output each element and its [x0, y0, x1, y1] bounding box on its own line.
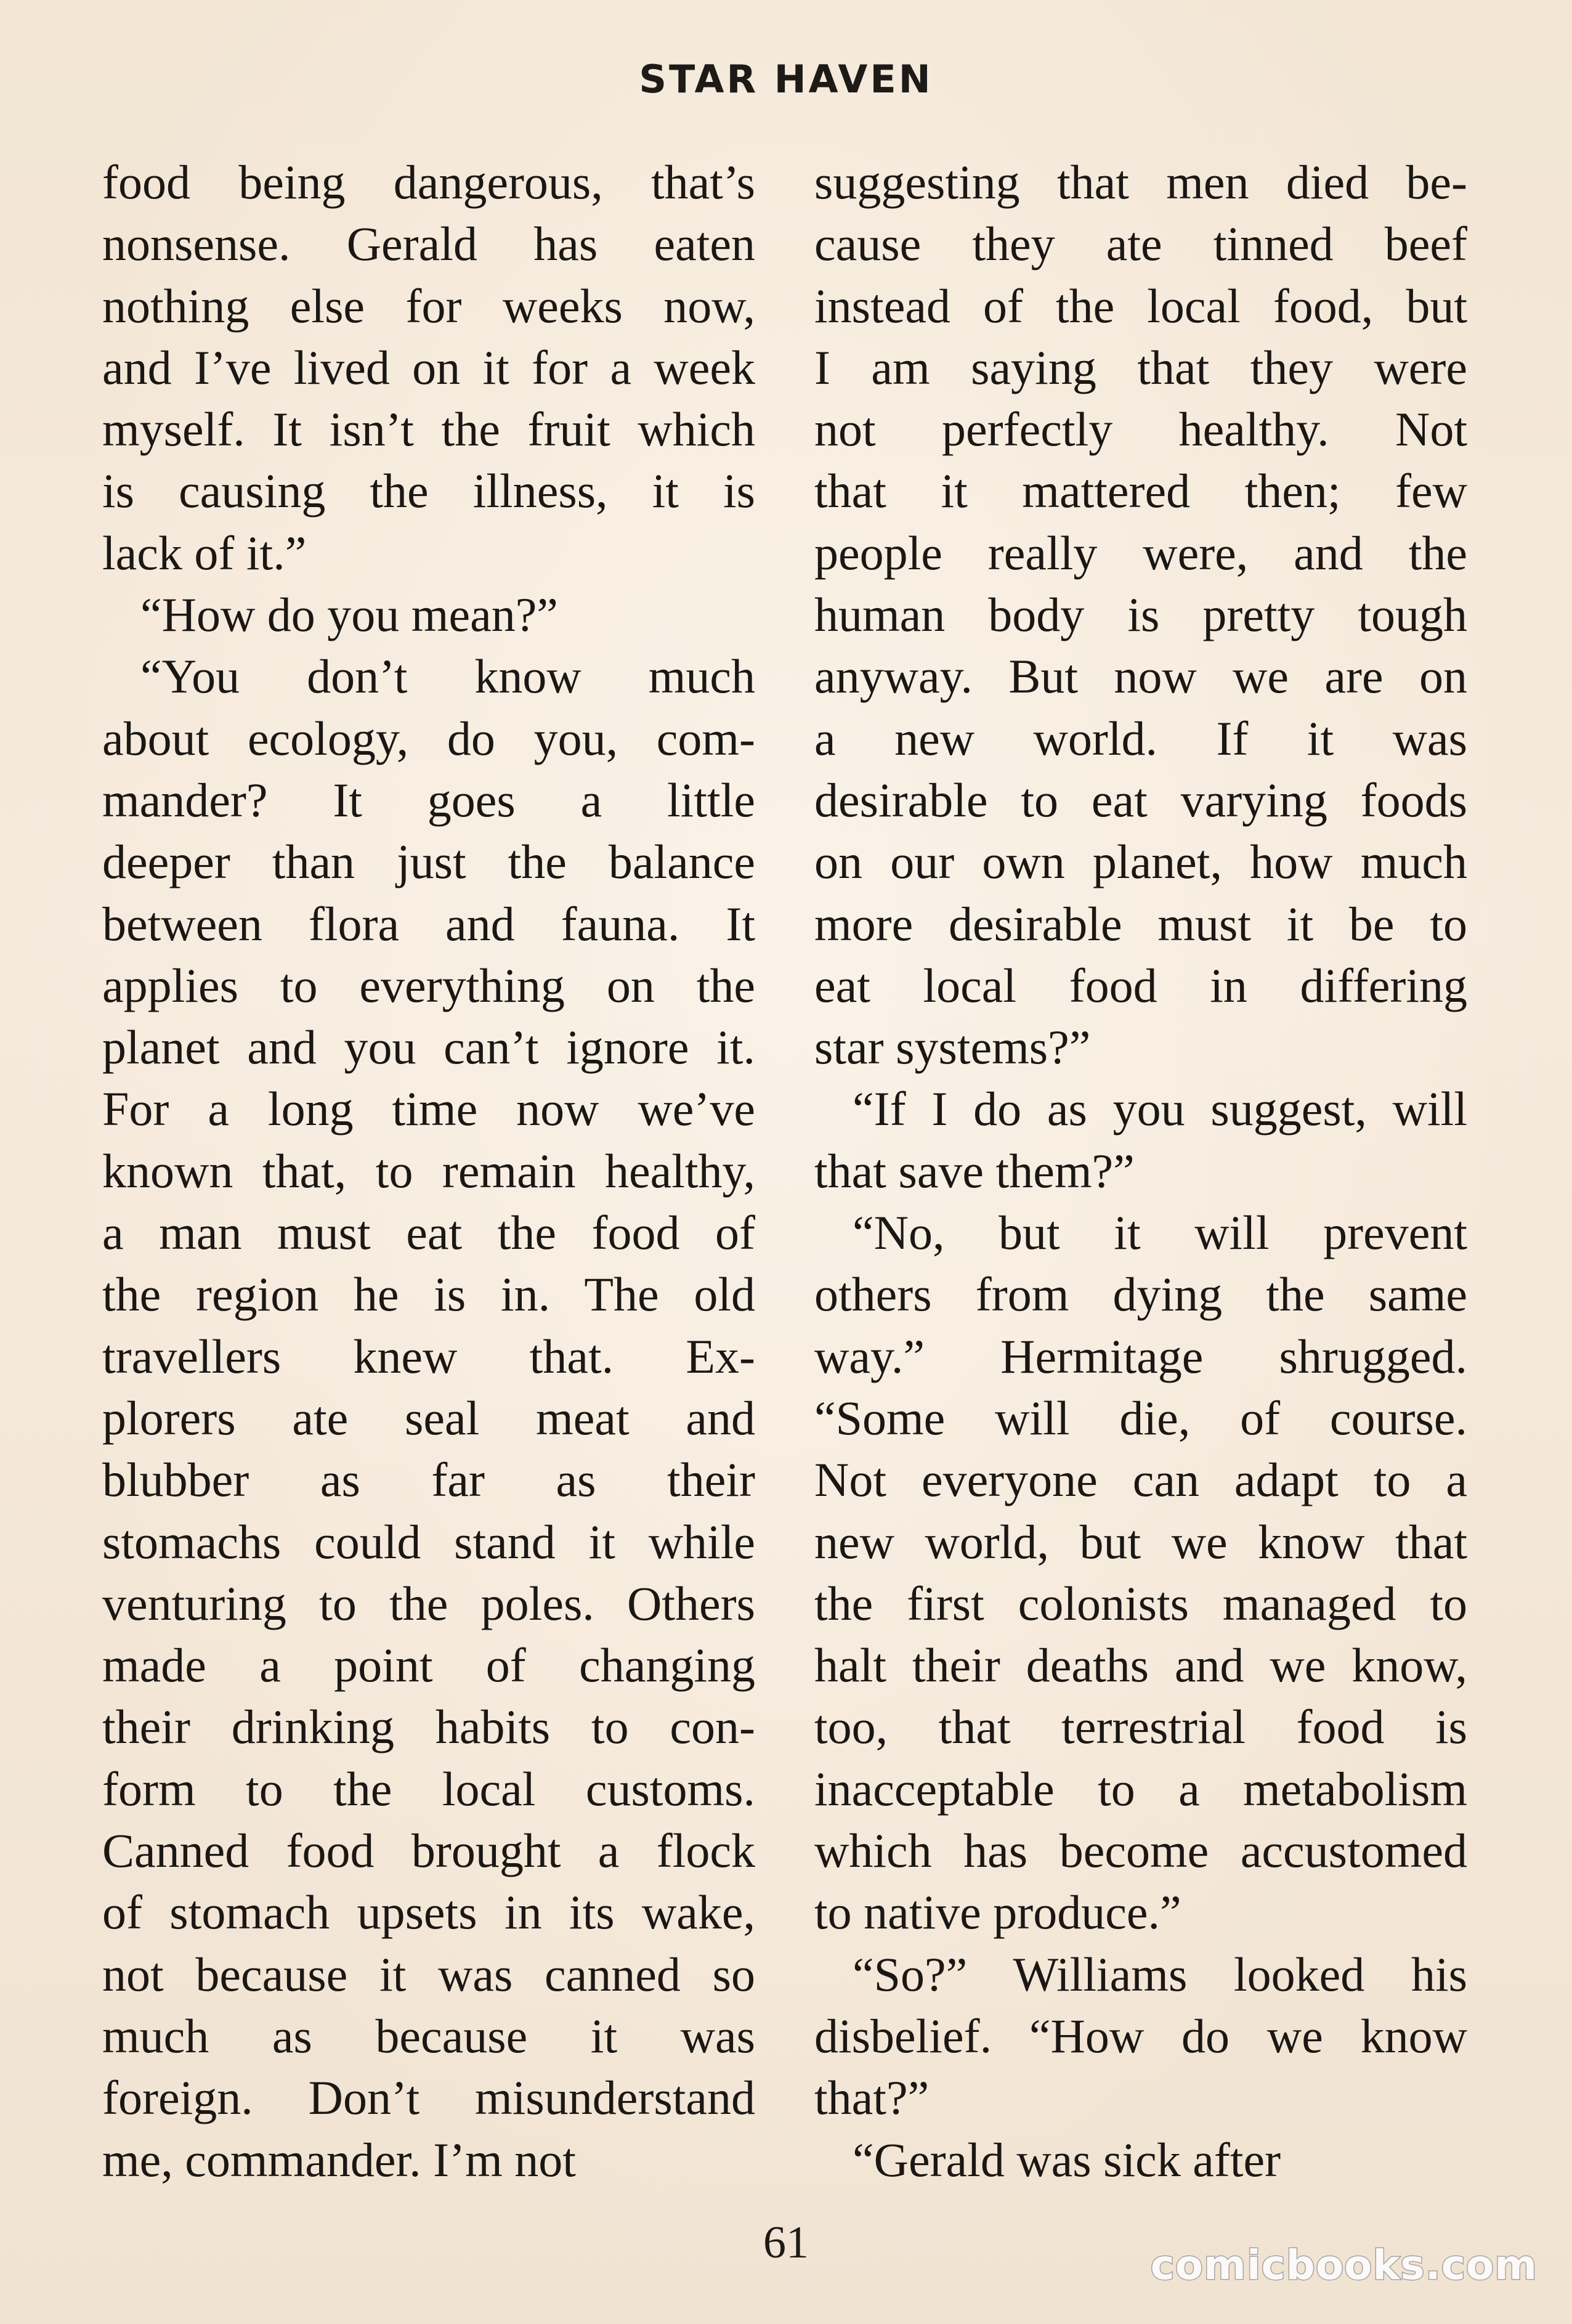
text-line: blubber as far as their: [102, 1453, 755, 1507]
paragraph: [814, 152, 1467, 1078]
text-line: not perfectly healthy. Not: [814, 402, 1467, 457]
text-line: desirable to eat varying foods: [814, 773, 1467, 827]
text-line: “Some will die, of course.: [814, 1391, 1467, 1445]
text-line: nothing else for weeks now,: [102, 278, 755, 333]
text-line: a man must eat the food of: [102, 1206, 755, 1260]
text-line: a new world. If it was: [814, 711, 1467, 765]
text-line: cause they ate tinned beef: [814, 217, 1467, 271]
text-line: plorers ate seal meat and: [102, 1391, 755, 1445]
text-line: on our own planet, how much: [814, 835, 1467, 889]
text-line: applies to everything on the: [102, 958, 755, 1012]
text-line: about ecology, do you, com-: [102, 711, 755, 765]
right-text-column: [814, 152, 1467, 2191]
paragraph: [814, 1078, 1467, 1202]
text-line: “You don’t know much: [140, 649, 755, 704]
text-line: I am saying that they were: [814, 340, 1467, 394]
text-line: halt their deaths and we know,: [814, 1638, 1467, 1692]
text-line: “How do you mean?”: [140, 588, 558, 642]
text-line: their drinking habits to con-: [102, 1700, 755, 1754]
text-line: myself. It isn’t the fruit which: [102, 402, 755, 457]
text-line: instead of the local food, but: [814, 278, 1467, 333]
text-line: travellers knew that. Ex-: [102, 1329, 755, 1383]
text-line: too, that terrestrial food is: [814, 1700, 1467, 1754]
text-line: stomachs could stand it while: [102, 1514, 755, 1569]
text-line: the first colonists managed to: [814, 1576, 1467, 1630]
text-line: mander? It goes a little: [102, 773, 755, 827]
text-line: Canned food brought a flock: [102, 1824, 755, 1878]
text-line: lack of it.”: [102, 526, 307, 580]
text-line: “No, but it will prevent: [853, 1206, 1467, 1260]
left-text-column: [102, 152, 755, 2191]
text-line: planet and you can’t ignore it.: [102, 1020, 755, 1075]
text-line: that save them?”: [814, 1144, 1135, 1198]
text-line: inacceptable to a metabolism: [814, 1761, 1467, 1816]
text-line: eat local food in differing: [814, 958, 1467, 1012]
text-line: known that, to remain healthy,: [102, 1144, 755, 1198]
text-line: made a point of changing: [102, 1638, 755, 1692]
paragraph: [814, 1202, 1467, 1944]
text-line: For a long time now we’ve: [102, 1082, 755, 1136]
text-line: Not everyone can adapt to a: [814, 1453, 1467, 1507]
text-line: more desirable must it be to: [814, 896, 1467, 951]
text-line: nonsense. Gerald has eaten: [102, 217, 755, 271]
text-line: anyway. But now we are on: [814, 649, 1467, 704]
text-line: that it mattered then; few: [814, 464, 1467, 518]
text-line: not because it was canned so: [102, 1947, 755, 2001]
text-line: the region he is in. The old: [102, 1267, 755, 1322]
text-line: suggesting that men died be-: [814, 155, 1467, 209]
text-line: form to the local customs.: [102, 1761, 755, 1816]
text-line: me, commander. I’m not: [102, 2132, 576, 2187]
page-number: 61: [763, 2217, 809, 2268]
text-line: is causing the illness, it is: [102, 464, 755, 518]
text-line: deeper than just the balance: [102, 835, 755, 889]
paragraph: [102, 152, 755, 584]
text-line: others from dying the same: [814, 1267, 1467, 1322]
text-line: “Gerald was sick after: [853, 2132, 1281, 2187]
text-line: much as because it was: [102, 2009, 755, 2063]
paragraph: [102, 646, 755, 2190]
text-line: way.” Hermitage shrugged.: [814, 1329, 1467, 1383]
text-line: star systems?”: [814, 1020, 1091, 1075]
text-line: food being dangerous, that’s: [102, 155, 755, 209]
paragraph: [814, 1944, 1467, 2129]
text-line: to native produce.”: [814, 1885, 1181, 1940]
running-title: STAR HAVEN: [639, 57, 933, 102]
text-line: and I’ve lived on it for a week: [102, 340, 755, 394]
text-line: people really were, and the: [814, 526, 1467, 580]
text-line: foreign. Don’t misunderstand: [102, 2071, 755, 2125]
text-line: of stomach upsets in its wake,: [102, 1885, 755, 1940]
text-line: “So?” Williams looked his: [853, 1947, 1467, 2001]
text-line: between flora and fauna. It: [102, 896, 755, 951]
text-line: human body is pretty tough: [814, 588, 1467, 642]
site-watermark: comicbooks.com: [1150, 2241, 1538, 2289]
text-line: that?”: [814, 2071, 930, 2125]
text-line: which has become accustomed: [814, 1824, 1467, 1878]
text-line: venturing to the poles. Others: [102, 1576, 755, 1630]
paragraph: [814, 2129, 1467, 2191]
text-line: disbelief. “How do we know: [814, 2009, 1467, 2063]
text-line: “If I do as you suggest, will: [853, 1082, 1467, 1136]
paragraph: [102, 584, 755, 646]
text-line: new world, but we know that: [814, 1514, 1467, 1569]
